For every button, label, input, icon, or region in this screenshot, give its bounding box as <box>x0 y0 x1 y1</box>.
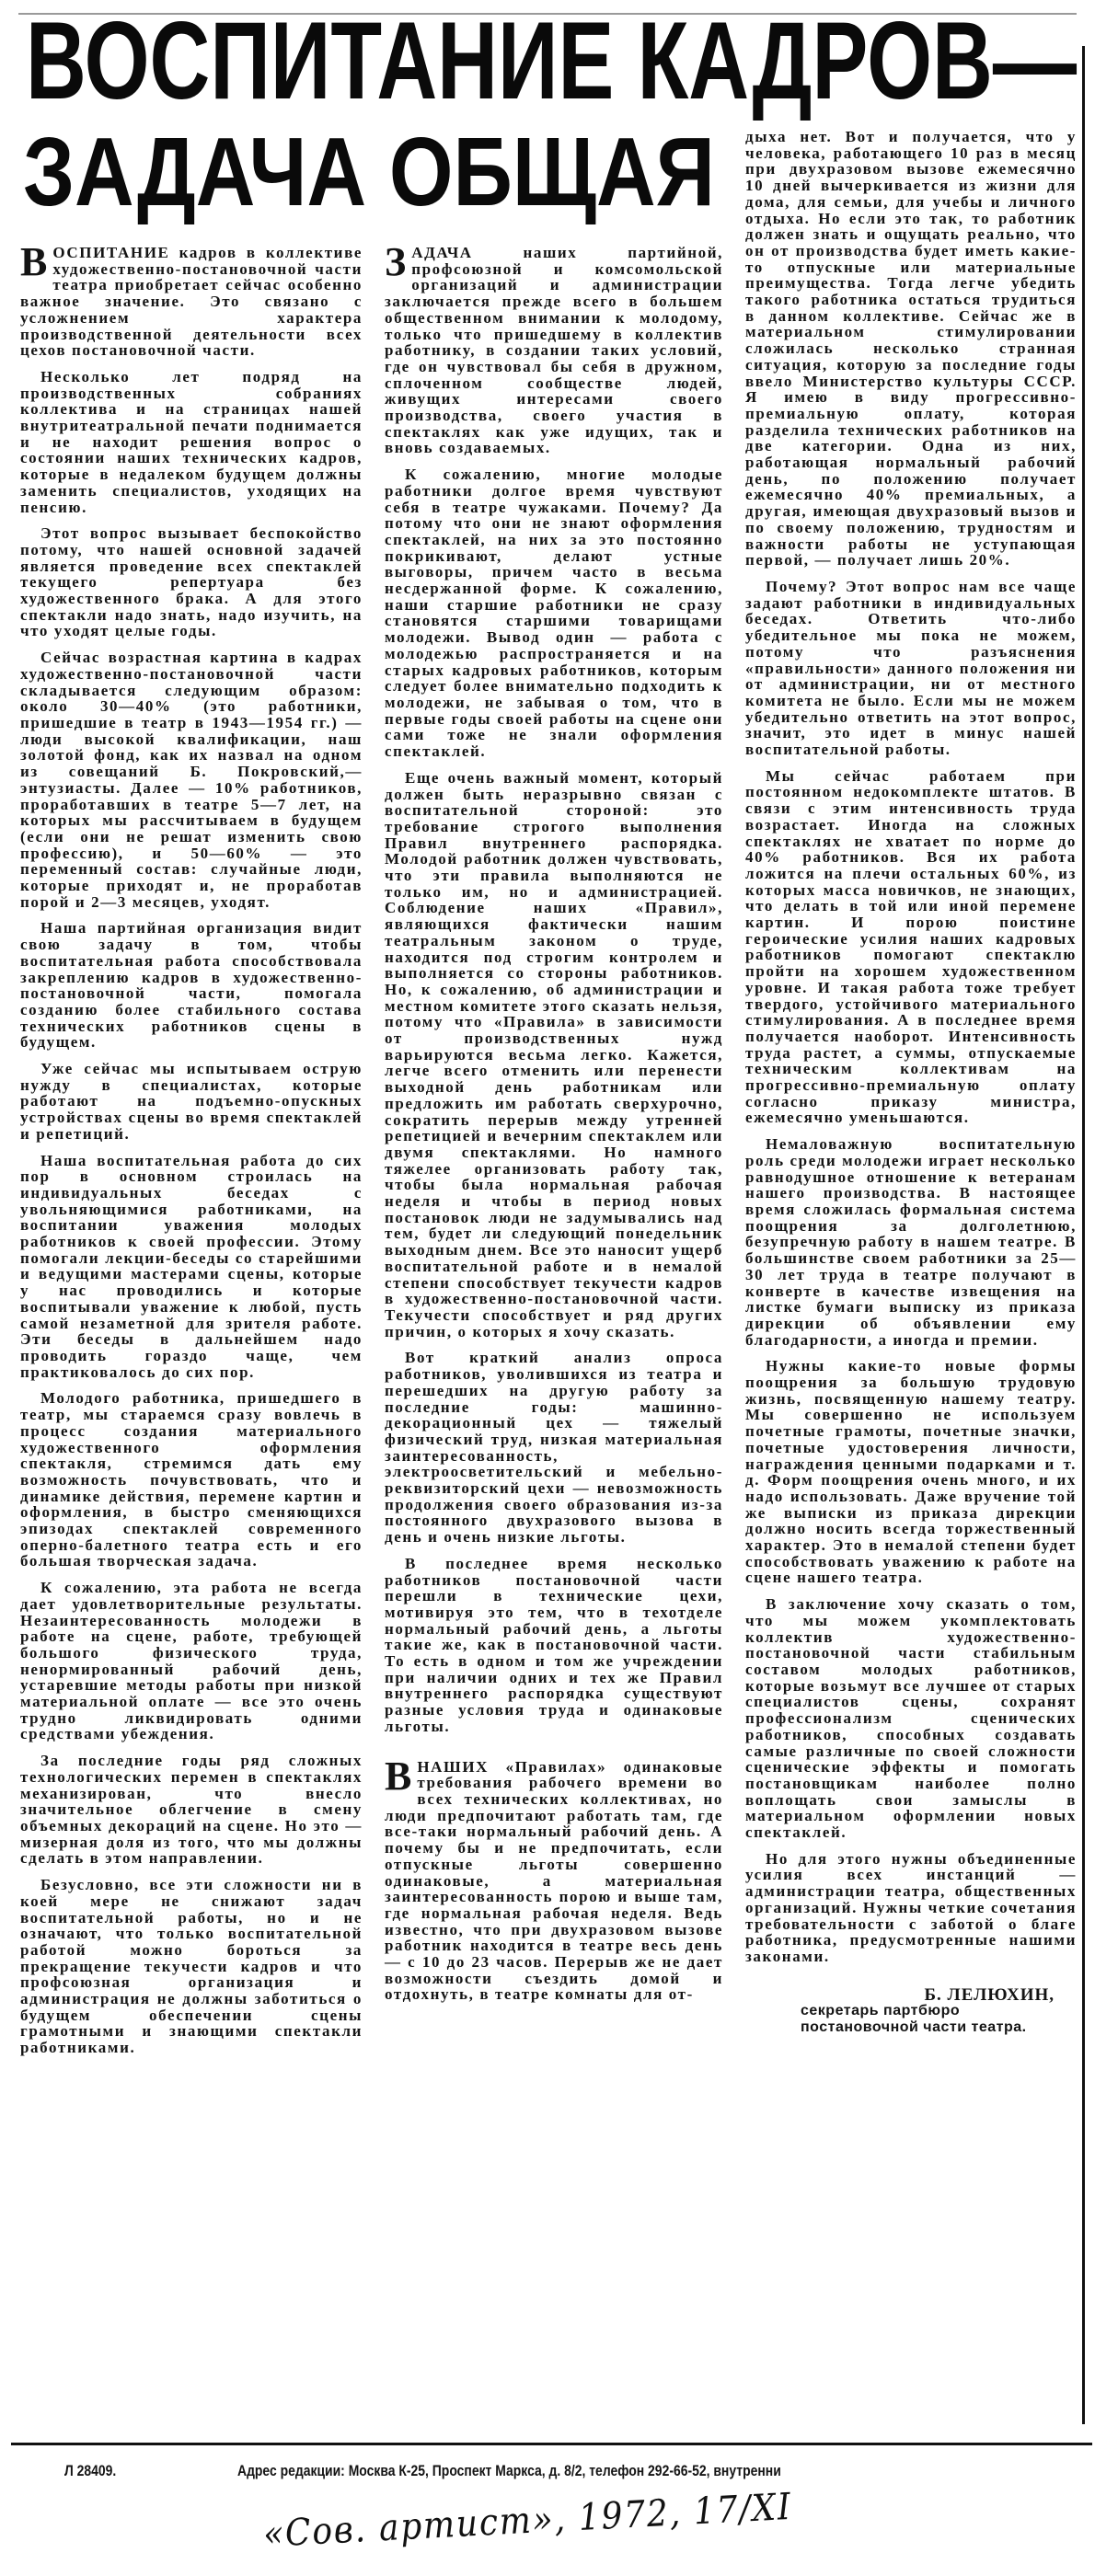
article-column-3 <box>745 129 1077 2036</box>
paragraph-text: НАШИХ «Правилах» одинаковые требования рабочего времени во всех технических коллективах, но люди предпочитают работать там, где все-таки нормальный рабочий день. А почему бы и не предпочитать, если отпускные льготы совершенно одинаковые, а материальная заинтересованность порою и выше там, где нормальная рабочая неделя. Ведь известно, что при двухразовом вызове работник находится в театре весь день — с 10 до 23 часов. Перерыв же не дает возможности съездить домой и отдохнуть, в театре комнаты для от- <box>385 1757 723 2004</box>
column-border-right <box>1082 46 1085 2424</box>
paragraph: К сожалению, эта работа не всегда дает удовлетворительные результаты. Незаинтересованность молодежи в работе на сцене, работе, требующей большого физического труда, ненормированный рабочий день, устаревшие методы работы при низкой материальной оплате — все это очень трудно ликвидировать одними средствами убеждения. <box>20 1579 363 1743</box>
paragraph: Сейчас возрастная картина в кадрах художественно-постановочной части складывается следующим образом: около 30—40% (это работники, пришедшие в театр в 1943—1954 гг.) — люди высокой квалификации, наш золотой фонд, как их назвал на одном из совещаний Б. Покровский,—энтузиасты. Далее — 10% работников, проработавших в театре 5—7 лет, на которых мы рассчитываем в будущем (если они не решат изменить свою профессию), и 50—60% — это переменный состав: случайные люди, которые приходят и, не проработав порой и 2—3 месяцев, уходят. <box>20 649 363 911</box>
paragraph: Безусловно, все эти сложности ни в коей мере не снижают задач воспитательной работы, но и не означают, что только воспитательной работой можно бороться за прекращение текучести кадров и что профсоюзная организация и администрация не должны заботиться о будущем обеспечении сцены грамотными и знающими спектакли работниками. <box>20 1876 363 2057</box>
paragraph: Наша партийная организация видит свою задачу в том, чтобы воспитательная работа способствовала закреплению кадров в художественно-постановочной части, помогала созданию более стабильного состава технических работников сцены в будущем. <box>20 919 363 1052</box>
paragraph <box>20 239 363 360</box>
article-column-1 <box>20 239 363 2066</box>
paragraph: К сожалению, многие молодые работники долгое время чувствуют себя в театре чужаками. Почему? Да потому что они не знают оформления спектаклей, на них за это постоянно покрикивают, делают устные выговоры, причем часто в весьма несдержанной форме. К сожалению, наши старшие работники не сразу становятся старшими товарищами молодежи. Вывод один — работа с молодежью распространяется и на старых кадровых работников, которым следует более внимательно подходить к молодежи, не забывая о том, что в первые годы своей работы на сцене они сами тоже не знали оформления спектаклей. <box>385 466 723 761</box>
paragraph: Этот вопрос вызывает беспокойство потому, что нашей основной задачей является проведение всех спектаклей текущего репертуара без художественного брака. А для этого спектакли надо знать, надо изучить, на что уходят целые годы. <box>20 524 363 640</box>
paragraph: Нужны какие-то новые формы поощрения за большую трудовую жизнь, посвященную нашему театру. Мы совершенно не используем почетные грамоты, почетные значки, почетные удостоверения личности, награждения ценными подарками и т. д. Форм поощрения очень много, и их надо использовать. Даже вручение той же выписки из приказа дирекции должно носить всегда торжественный характер. Это в немалой степени будет способствовать уважению к работе на сцене нашего театра. <box>745 1357 1077 1587</box>
paragraph: Почему? Этот вопрос нам все чаще задают работники в индивидуальных беседах. Ответить что-либо убедительное мы пока не можем, потому что разъяснения «правильности» данного положения ни от администрации, ни от местного комитета не было. Если мы не можем убедительно ответить на этот вопрос, значит, это идет в минус нашей воспитательной работы. <box>745 577 1077 759</box>
paragraph: Еще очень важный момент, который должен быть неразрывно связан с воспитательной стороной: это требование строгого выполнения Правил внутреннего распорядка. Молодой работник должен чувствовать, что эти правила выполняются не только им, но и администрацией. Соблюдение наших «Правил», являющихся фактически нашим театральным законом о труде, находится под строгим контролем и выполняется со стороны работников. Но, к сожалению, об администрации и местном комитете этого сказать нельзя, потому что «Правила» в зависимости от производственных нужд варьируются весьма легко. Кажется, легче всего отменить или перенести выходной день работникам или предложить им работать сверхурочно, сократить перерыв между утренней репетицией и вечерним спектаклем или двумя спектаклями. Но намного тяжелее организовать работу так, чтобы была нормальная рабочая неделя и чтобы в период новых постановок люди не задумывались над тем, будет ли следующий понедельник выходным днем. Все это наносит ущерб воспитательной работе и в немалой степени способствует текучести кадров в художественно-постановочной части. Текучести способствует и ряд других причин, о которых я хочу сказать. <box>385 768 723 1340</box>
headline-text-1: ВОСПИТАНИЕ КАДРОВ— <box>26 0 1077 122</box>
footer-address: Адрес редакции: Москва К-25, Проспект Маркса, д. 8/2, телефон 292-66-52, внутренни <box>237 2462 781 2479</box>
headline-text-2: ЗАДАЧА ОБЩАЯ <box>23 118 715 226</box>
author-signature <box>745 1984 1077 2036</box>
author-role: секретарь партбюро постановочной части театра. <box>801 2003 1027 2036</box>
author-name: Б. ЛЕЛЮХИН, <box>924 1984 1055 2005</box>
handwritten-source-note: «Сов. артист», 1972, 17/XI <box>262 2485 793 2556</box>
paragraph-text: ОСПИТАНИЕ кадров в коллективе художественно-постановочной части театра приобретает сейчас особенно важное значение. Это связано с усложнением характера производственной деятельности всех цехов постановочной части. <box>20 244 363 360</box>
bottom-rule <box>11 2443 1092 2445</box>
drop-cap: В <box>20 239 48 284</box>
paragraph: Но для этого нужны объединенные усилия всех инстанций — администрации театра, общественных организаций. Нужны четкие сочетания требовательности с заботой о благе работника, предусмотренные нашими законами. <box>745 1849 1077 1965</box>
section-paragraph <box>385 1753 723 2004</box>
article-column-2 <box>385 239 723 2013</box>
headline-line-1 <box>26 0 1095 122</box>
paragraph: Уже сейчас мы испытываем острую нужду в специалистах, которые работают на подъемно-опускных устройствах сцены во время спектаклей и репетиций. <box>20 1060 363 1143</box>
drop-cap: В <box>385 1753 412 1799</box>
paragraph-text: АДАЧА наших партийной, профсоюзной и комсомольской организаций и администрации заключается прежде всего в большем общественном внимании к молодому, только что пришедшему в коллектив работнику, в создании таких условий, где он чувствовал бы себя в дружном, сплоченном сообществе людей, живущих интересами своего производства, своего участия в спектаклях как уже идущих, так и вновь создаваемых. <box>385 244 723 457</box>
paragraph: Молодого работника, пришедшего в театр, мы стараемся сразу вовлечь в процесс создания материального художественного оформления спектакля, стремимся дать ему возможность почувствовать, что и динамике действия, перемене картин и оформления, в быстро сменяющихся эпизодах спектаклей современного оперно-балетного театра есть и его большая творческая задача. <box>20 1389 363 1570</box>
paragraph: Немаловажную воспитательную роль среди молодежи играет несколько равнодушное отношение к ветеранам нашего производства. В настоящее время сложилась формальная система поощрения за долголетнюю, безупречную работу в нашем театре. В большинстве своем работники за 25—30 лет труда в театре получают в конверте в качестве извещения на листке бумаги выписку из приказа дирекции об объявлении ему благодарности, а иногда и премии. <box>745 1135 1077 1349</box>
paragraph: Наша воспитательная работа до сих пор в основном строилась на индивидуальных беседах с увольняющимися работниками, на воспитании уважения молодых работников к своей профессии. Этому помогали лекции-беседы со старейшими и ведущими мастерами сцены, которые у нас проводились и которые воспитывали уважение к любой, пусть самой незаметной для зрителя работе. Эти беседы в дальнейшем надо проводить гораздо чаще, чем практиковалось до сих пор. <box>20 1151 363 1381</box>
paragraph: В последнее время несколько работников постановочной части перешли в технические цехи, мотивируя это тем, что в техотделе нормальный рабочий день, а льготы такие же, как в постановочной части. То есть в одном и том же учреждении при наличии одних и тех же Правил внутреннего распорядка существуют разные условия труда и одинаковые льготы. <box>385 1554 723 1735</box>
paragraph: дыха нет. Вот и получается, что у человека, работающего 10 раз в месяц при двухразовом вызове ежемесячно 10 дней вычеркивается из жизни для дома, для семьи, для учебы и личного отдыха. Но если это так, то работник должен знать и ощущать реально, что он от производства будет иметь какие-то отпускные или материальные преимущества. Тогда легче убедить такого работника остаться трудиться в данном коллективе. Сейчас же в материальном стимулировании сложилась несколько странная ситуация, которую за последние годы ввело Министерство культуры СССР. Я имею в виду прогрессивно-премиальную оплату, которая разделила технических работников на две категории. Одна из них, работающая нормальный рабочий день, по положению получает ежемесячно 40% премиальных, а другая, имеющая двухразовый вызов и по своему положению, трудностям и важности работы не уступающая первой, — получает лишь 20%. <box>745 128 1077 569</box>
headline-line-2 <box>23 118 843 226</box>
paragraph <box>385 239 723 457</box>
paragraph: Несколько лет подряд на производственных собраниях коллектива и на страницах нашей внутритеатральной печати поднимается и не находит решения вопрос о состоянии наших технических кадров, которые в недалеком будущем должны заменить специалистов, уходящих на пенсию. <box>20 367 363 516</box>
footer-code: Л 28409. <box>64 2462 117 2479</box>
paragraph: За последние годы ряд сложных технологических перемен в спектаклях механизирован, что внесло значительное облегчение в смену объемных декораций на сцене. Но это — мизерная доля из того, что мы должны сделать в этом направлении. <box>20 1752 363 1868</box>
paragraph: Мы сейчас работаем при постоянном недокомплекте штатов. В связи с этим интенсивность труда возрастает. Иногда на сложных спектаклях не хватает по норме до 40% работников. Вся их работа ложится на плечи остальных 60%, из которых масса новичков, не знающих, что делать в той или иной перемене картин. И порою поистине героические усилия наших кадровых работников помогают спектаклю пройти на хорошем художественном уровне. И такая работа тоже требует твердого, устойчивого материального стимулирования. А в последнее время получается наоборот. Интенсивность труда растет, а суммы, отпускаемые техническим коллективам на прогрессивно-премиальную оплату согласно приказу министра, ежемесячно уменьшаются. <box>745 766 1077 1127</box>
drop-cap: З <box>385 239 407 284</box>
paragraph: В заключение хочу сказать о том, что мы можем укомплектовать коллектив художественно-постановочной части стабильным составом молодых работников, которые возьмут все лучшее от старых специалистов сцены, сохранят профессионализм сценических работников, способных создавать самые различные по своей сложности сценические эффекты и помогать постановщикам наиболее полно воплощать свои замыслы в материальном оформлении новых спектаклей. <box>745 1595 1077 1842</box>
paragraph: Вот краткий анализ опроса работников, уволившихся из театра и перешедших на другую работу за последние годы: машинно-декорационный цех — тяжелый физический труд, низкая материальная заинтересованность, электроосветительский и мебельно-реквизиторский цехи — невозможность продолжения своего образования из-за постоянного двухразового вызова в день и очень низкие льготы. <box>385 1349 723 1547</box>
